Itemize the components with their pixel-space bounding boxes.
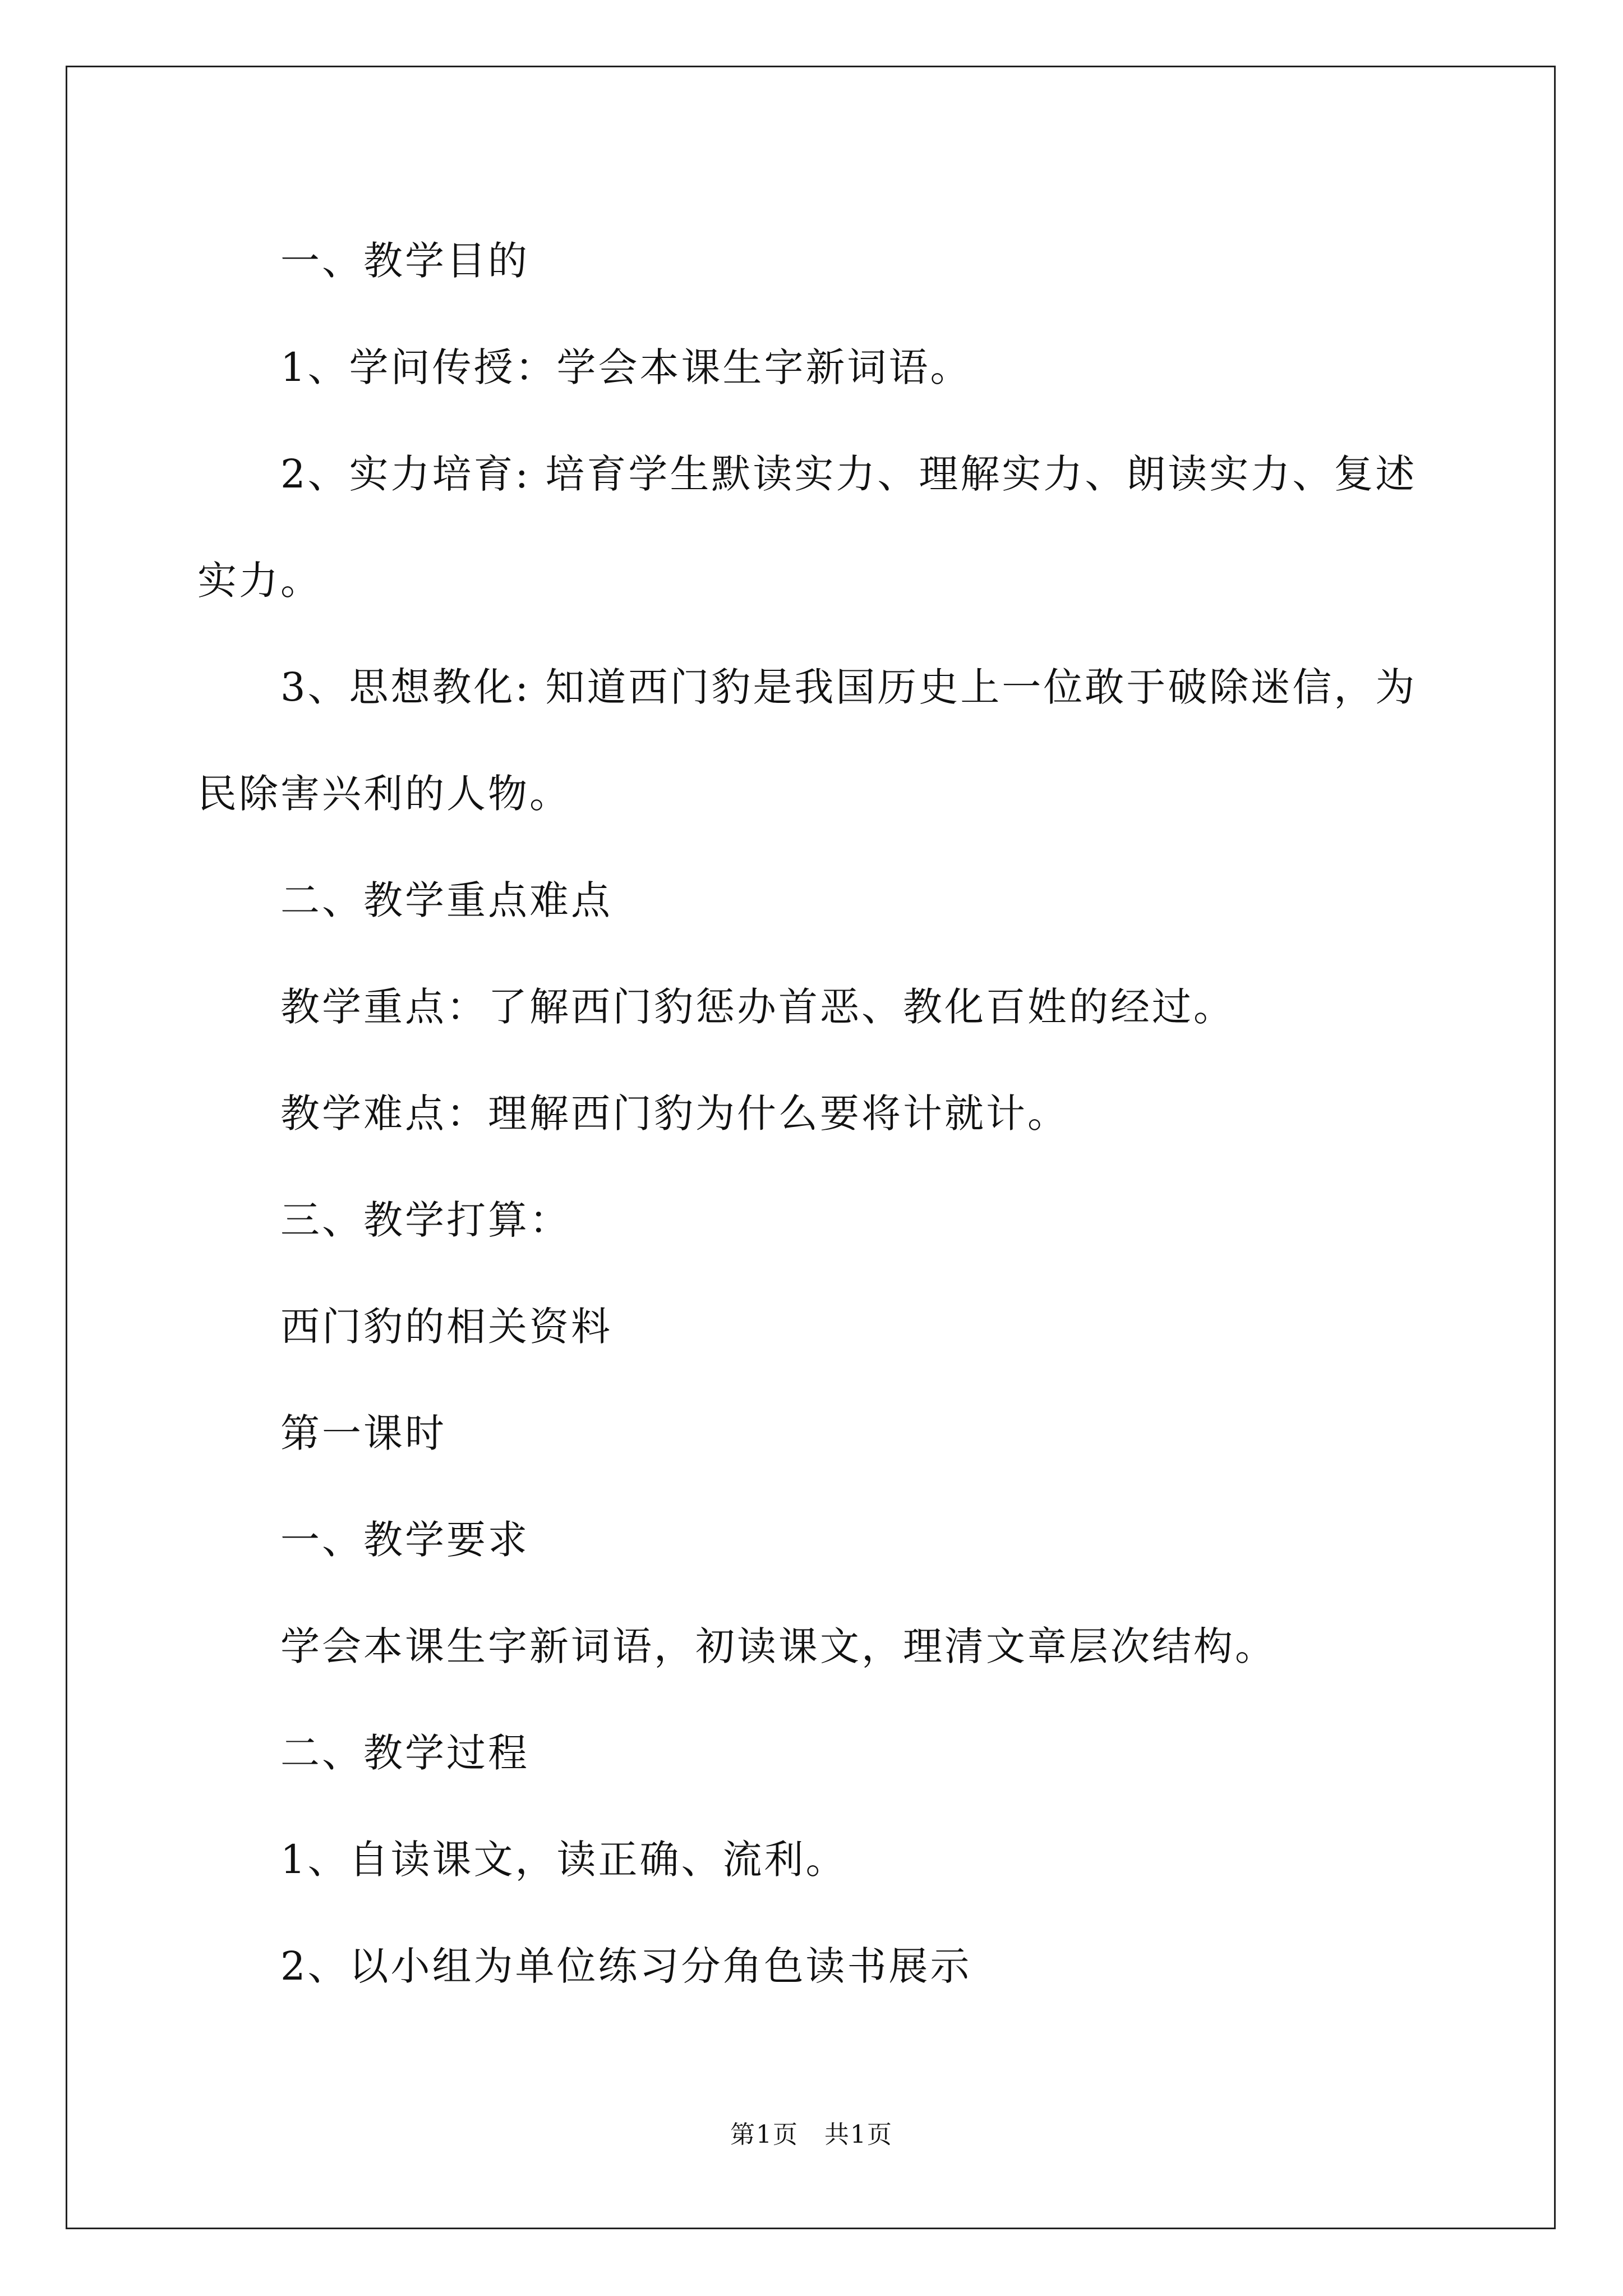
lesson-title: 第一课时 (280, 1410, 446, 1456)
heading-key-points: 二、教学重点难点 (280, 877, 612, 923)
process-step-2: 2、以小组为单位练习分角色读书展示 (280, 1943, 972, 1989)
goal-ability: 2、实力培育: 培育学生默读实力、理解实力、朗读实力、复述实力。 (197, 451, 1417, 604)
heading-process: 二、教学过程 (280, 1730, 529, 1776)
heading-requirements: 一、教学要求 (280, 1517, 529, 1563)
heading-teaching-goals: 一、教学目的 (280, 238, 529, 284)
key-point: 教学重点：了解西门豹惩办首恶、教化百姓的经过。 (280, 984, 1235, 1030)
preparation-item: 西门豹的相关资料 (280, 1304, 612, 1350)
page-footer: 第1页 共1页 (730, 2120, 893, 2149)
goal-knowledge: 1、学问传授：学会本课生字新词语。 (280, 344, 972, 390)
goal-ideology: 3、思想教化: 知道西门豹是我国历史上一位敢于破除迷信，为民除害兴利的人物。 (197, 664, 1417, 817)
process-step-1: 1、自读课文，读正确、流利。 (280, 1837, 847, 1883)
document-body (197, 208, 1437, 2019)
heading-preparation: 三、教学打算： (280, 1197, 571, 1243)
difficult-point: 教学难点：理解西门豹为什么要将计就计。 (280, 1091, 1069, 1137)
requirement-item: 学会本课生字新词语，初读课文，理清文章层次结构。 (280, 1623, 1276, 1669)
